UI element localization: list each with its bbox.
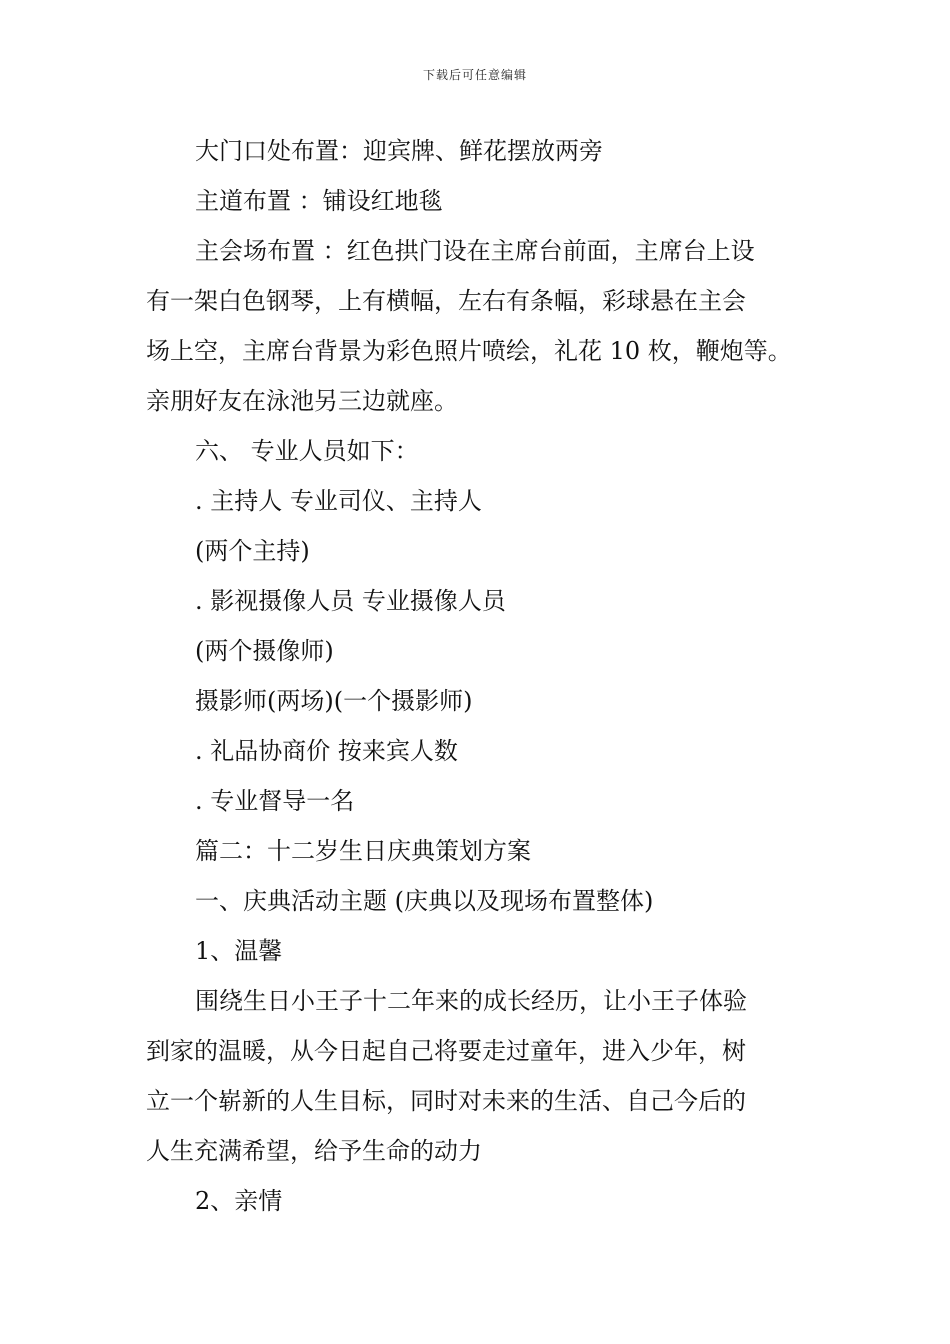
page-header-note: 下载后可任意编辑: [422, 68, 527, 82]
paragraph-main-path-layout: 主道布置 ：铺设红地毯: [195, 187, 443, 215]
paragraph-main-venue-line-2: 有一架白色钢琴，上有横幅，左右有条幅，彩球悬在主会: [146, 287, 746, 315]
section-heading-theme: 一、庆典活动主题 (庆典以及现场布置整体): [195, 887, 654, 915]
subheading-family: 2、亲情: [195, 1187, 283, 1215]
document-body: [146, 126, 826, 1226]
section-heading-staff: 六、 专业人员如下：: [195, 437, 419, 465]
chapter-title: 篇二：十二岁生日庆典策划方案: [195, 837, 531, 865]
paragraph-warmth-line-2: 到家的温暖，从今日起自己将要走过童年，进入少年，树: [146, 1037, 746, 1065]
list-item-host-note: (两个主持): [195, 537, 310, 565]
list-item-host: . 主持人 专业司仪、主持人: [195, 487, 482, 515]
paragraph-main-venue-line-1: 主会场布置 ：红色拱门设在主席台前面，主席台上设: [195, 237, 755, 265]
list-item-video: . 影视摄像人员 专业摄像人员: [195, 587, 506, 615]
paragraph-warmth-line-4: 人生充满希望，给予生命的动力: [146, 1137, 482, 1165]
list-item-video-note: (两个摄像师): [195, 637, 334, 665]
paragraph-main-venue-line-3: 场上空，主席台背景为彩色照片喷绘，礼花 10 枚，鞭炮等。: [146, 337, 792, 365]
paragraph-main-venue-line-4: 亲朋好友在泳池另三边就座。: [146, 387, 458, 415]
subheading-warmth: 1、温馨: [195, 937, 283, 965]
paragraph-warmth-line-1: 围绕生日小王子十二年来的成长经历，让小王子体验: [195, 987, 747, 1015]
list-item-gifts: . 礼品协商价 按来宾人数: [195, 737, 458, 765]
list-item-supervisor: . 专业督导一名: [195, 787, 355, 815]
paragraph-warmth-line-3: 立一个崭新的人生目标，同时对未来的生活、自己今后的: [146, 1087, 746, 1115]
list-item-photographer: 摄影师(两场)(一个摄影师): [195, 687, 473, 715]
paragraph-entrance-layout: 大门口处布置：迎宾牌、鲜花摆放两旁: [195, 137, 603, 165]
